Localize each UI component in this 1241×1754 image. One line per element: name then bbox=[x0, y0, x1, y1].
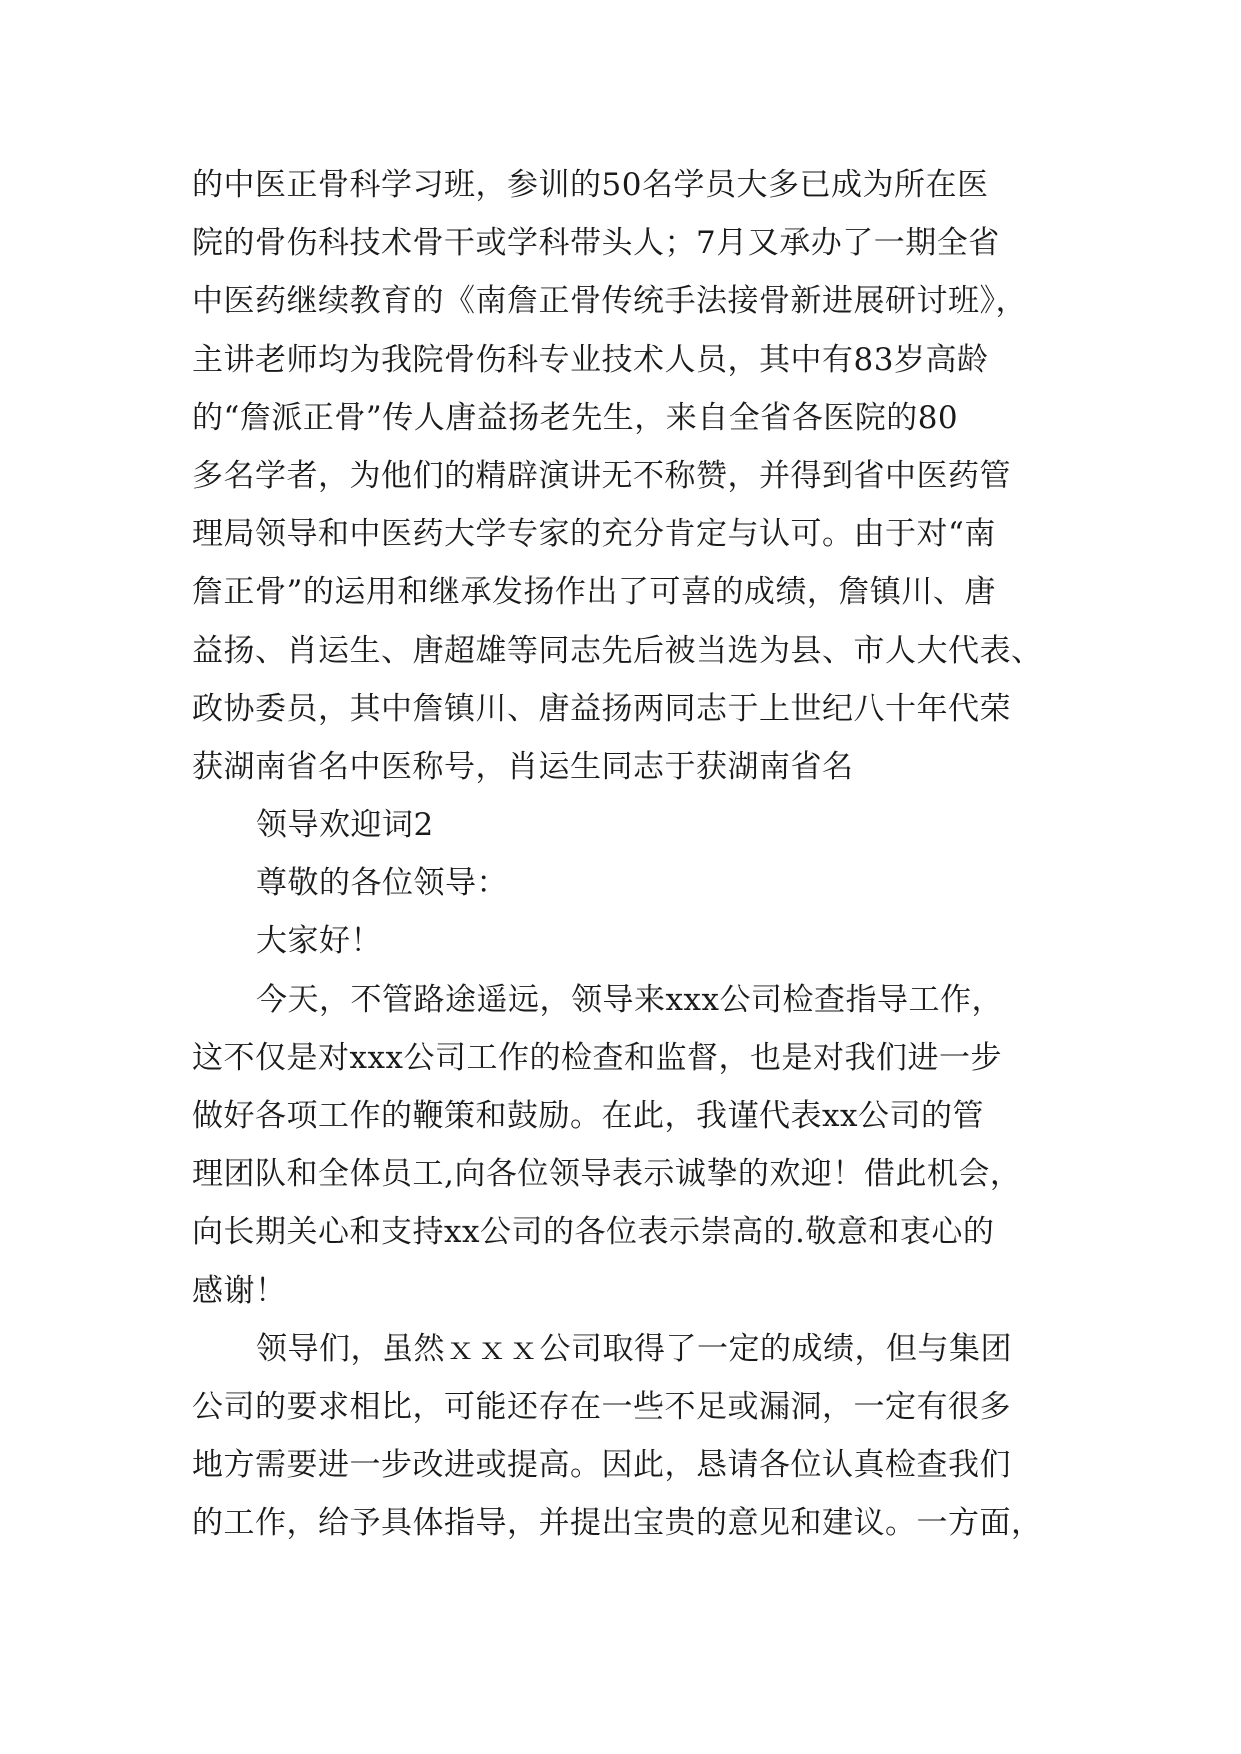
text-line: 公司的要求相比，可能还存在一些不足或漏洞，一定有很多 bbox=[192, 1388, 1011, 1425]
salutation: 尊敬的各位领导： bbox=[256, 865, 508, 902]
text-line: 多名学者，为他们的精辟演讲无不称赞，并得到省中医药管 bbox=[192, 457, 1011, 494]
text-line: 感谢！ bbox=[192, 1272, 287, 1309]
text-line: 获湖南省名中医称号，肖运生同志于获湖南省名 bbox=[192, 748, 854, 785]
greeting: 大家好！ bbox=[256, 923, 382, 960]
text-line: 益扬、肖运生、唐超雄等同志先后被当选为县、市人大代表、 bbox=[192, 632, 1043, 669]
text-line: 主讲老师均为我院骨伤科专业技术人员，其中有83岁高龄 bbox=[192, 341, 989, 378]
text-line: 今天，不管路途遥远，领导来xxx公司检查指导工作， bbox=[256, 981, 1003, 1018]
text-line: 做好各项工作的鞭策和鼓励。在此，我谨代表xx公司的管 bbox=[192, 1098, 984, 1134]
text-line: 的工作，给予具体指导，并提出宝贵的意见和建议。一方面， bbox=[192, 1505, 1043, 1542]
section-heading: 领导欢迎词2 bbox=[256, 807, 434, 844]
text-line: 中医药继续教育的《南詹正骨传统手法接骨新进展研讨班》， bbox=[192, 283, 1027, 320]
text-line: 的中医正骨科学习班，参训的50名学员大多已成为所在医 bbox=[192, 167, 989, 203]
text-line: 政协委员，其中詹镇川、唐益扬两同志于上世纪八十年代荣 bbox=[192, 690, 1011, 727]
text-line: 理局领导和中医药大学专家的充分肯定与认可。由于对“南 bbox=[192, 516, 996, 553]
text-line: 院的骨伤科技术骨干或学科带头人；7月又承办了一期全省 bbox=[192, 225, 1000, 262]
text-line: 向长期关心和支持xx公司的各位表示崇高的.敬意和衷心的 bbox=[192, 1214, 995, 1251]
text-line: 理团队和全体员工,向各位领导表示诚挚的欢迎！借此机会， bbox=[192, 1156, 1022, 1193]
text-line: 领导们，虽然ｘｘｘ公司取得了一定的成绩，但与集团 bbox=[256, 1330, 1012, 1367]
text-line: 的“詹派正骨”传人唐益扬老先生，来自全省各医院的80 bbox=[192, 399, 959, 436]
text-line: 詹正骨”的运用和继承发扬作出了可喜的成绩，詹镇川、唐 bbox=[192, 574, 996, 611]
text-line: 这不仅是对xxx公司工作的检查和监督，也是对我们进一步 bbox=[192, 1039, 1002, 1076]
text-line: 地方需要进一步改进或提高。因此，恳请各位认真检查我们 bbox=[192, 1447, 1011, 1484]
document-body bbox=[192, 156, 1072, 1553]
